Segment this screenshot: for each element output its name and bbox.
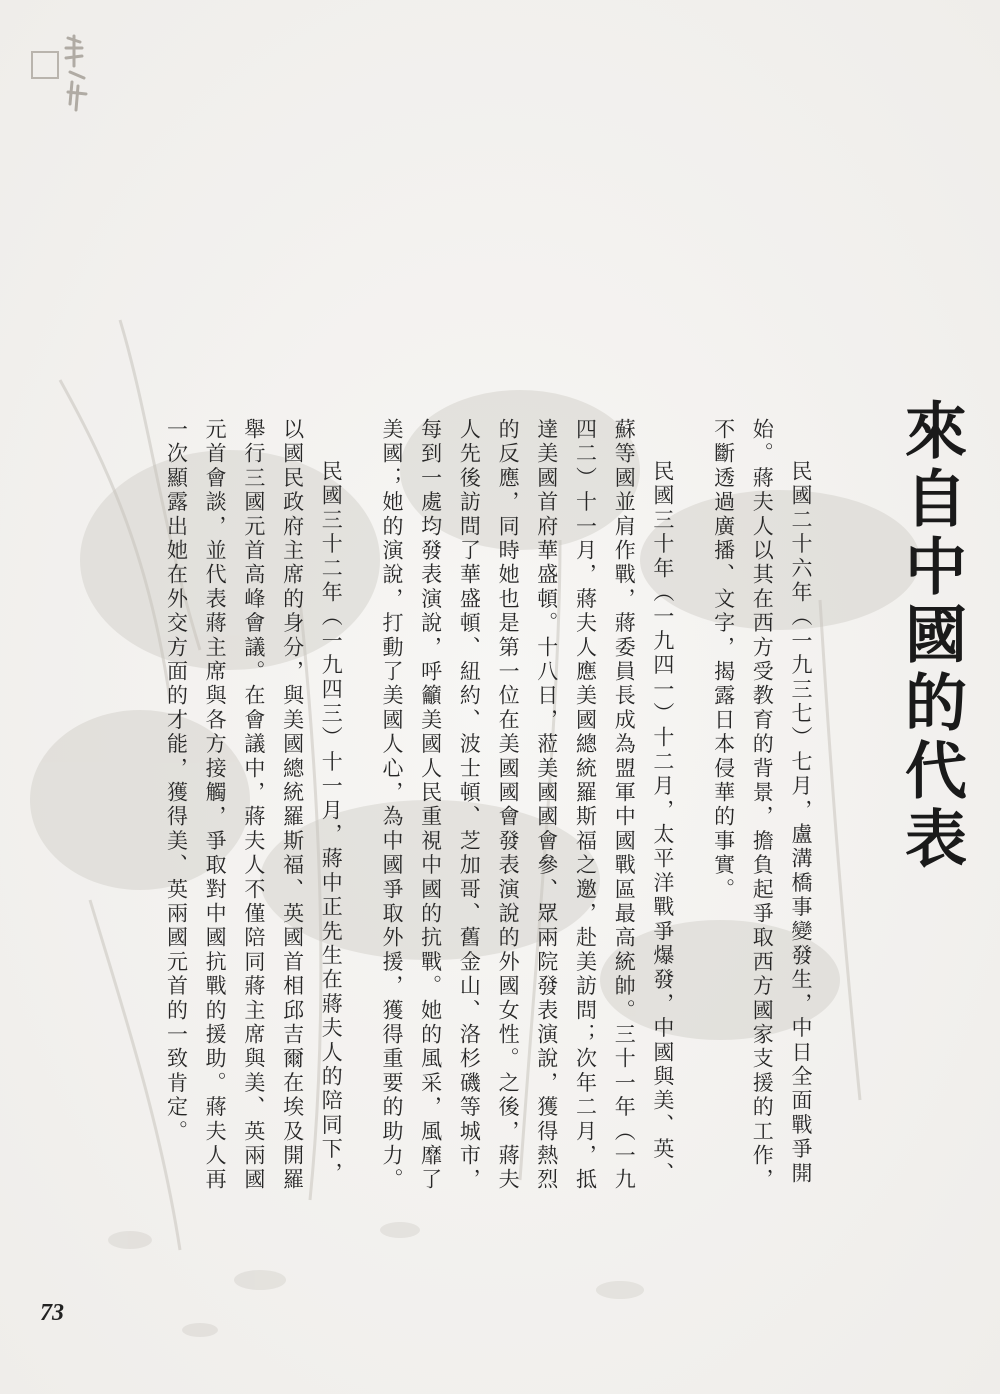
lily-pad-shape xyxy=(380,1222,420,1238)
lily-pad-shape xyxy=(108,1231,152,1249)
lotus-stem-stroke xyxy=(820,600,860,1100)
lily-pad-shape xyxy=(182,1323,218,1337)
paragraph-1: 民國二十六年（一九三七）七月，盧溝橋事變發生，中日全面戰爭開始。蔣夫人以其在西方受教育的背景，擔負起爭取西方國家支援的工作，不斷透過廣播、文字，揭露日本侵華的事實。 xyxy=(711,418,813,1193)
page-title: 來自中國的代表 xyxy=(894,398,968,874)
lily-pad-shape xyxy=(234,1270,286,1290)
paragraph-2: 民國三十年（一九四一）十二月，太平洋戰爭爆發，中國與美、英、蘇等國並肩作戰，蔣委員長成為盟軍中國戰區最高統帥。三十一年（一九四二）十一月，蔣夫人應美國總統羅斯福之邀，赴美訪問；次年二月，抵達美國首府華盛頓。十八日，蒞美國國會參、眾兩院發表演說，獲得熱烈的反應，同時她也是第一位在美國國會發表演說的外國女性。之後，蔣夫人先後訪問了華盛頓、紐約、波士頓、芝加哥、舊金山、洛杉磯等城市，每到一處均發表演說，呼籲美國人民重視中國的抗戰。她的風采，風靡了美國；她的演說，打動了美國人心，為中國爭取外援，獲得重要的助力。 xyxy=(379,418,675,1193)
lily-pad-shape xyxy=(596,1281,644,1299)
page-number: 73 xyxy=(40,1300,64,1326)
paragraph-3: 民國三十二年（一九四三）十一月，蔣中正先生在蔣夫人的陪同下，以國民政府主席的身分，與美國總統羅斯福、英國首相邱吉爾在埃及開羅舉行三國元首高峰會議。在會議中，蔣夫人不僅陪同蔣主席與美、英兩國元首會談，並代表蔣主席與各方接觸，爭取對中國抗戰的援助。蔣夫人再一次顯露出她在外交方面的才能，獲得美、英兩國元首的一致肯定。 xyxy=(164,418,344,1193)
article-body xyxy=(164,418,820,1198)
calligraphy-seal-mark xyxy=(30,32,90,114)
